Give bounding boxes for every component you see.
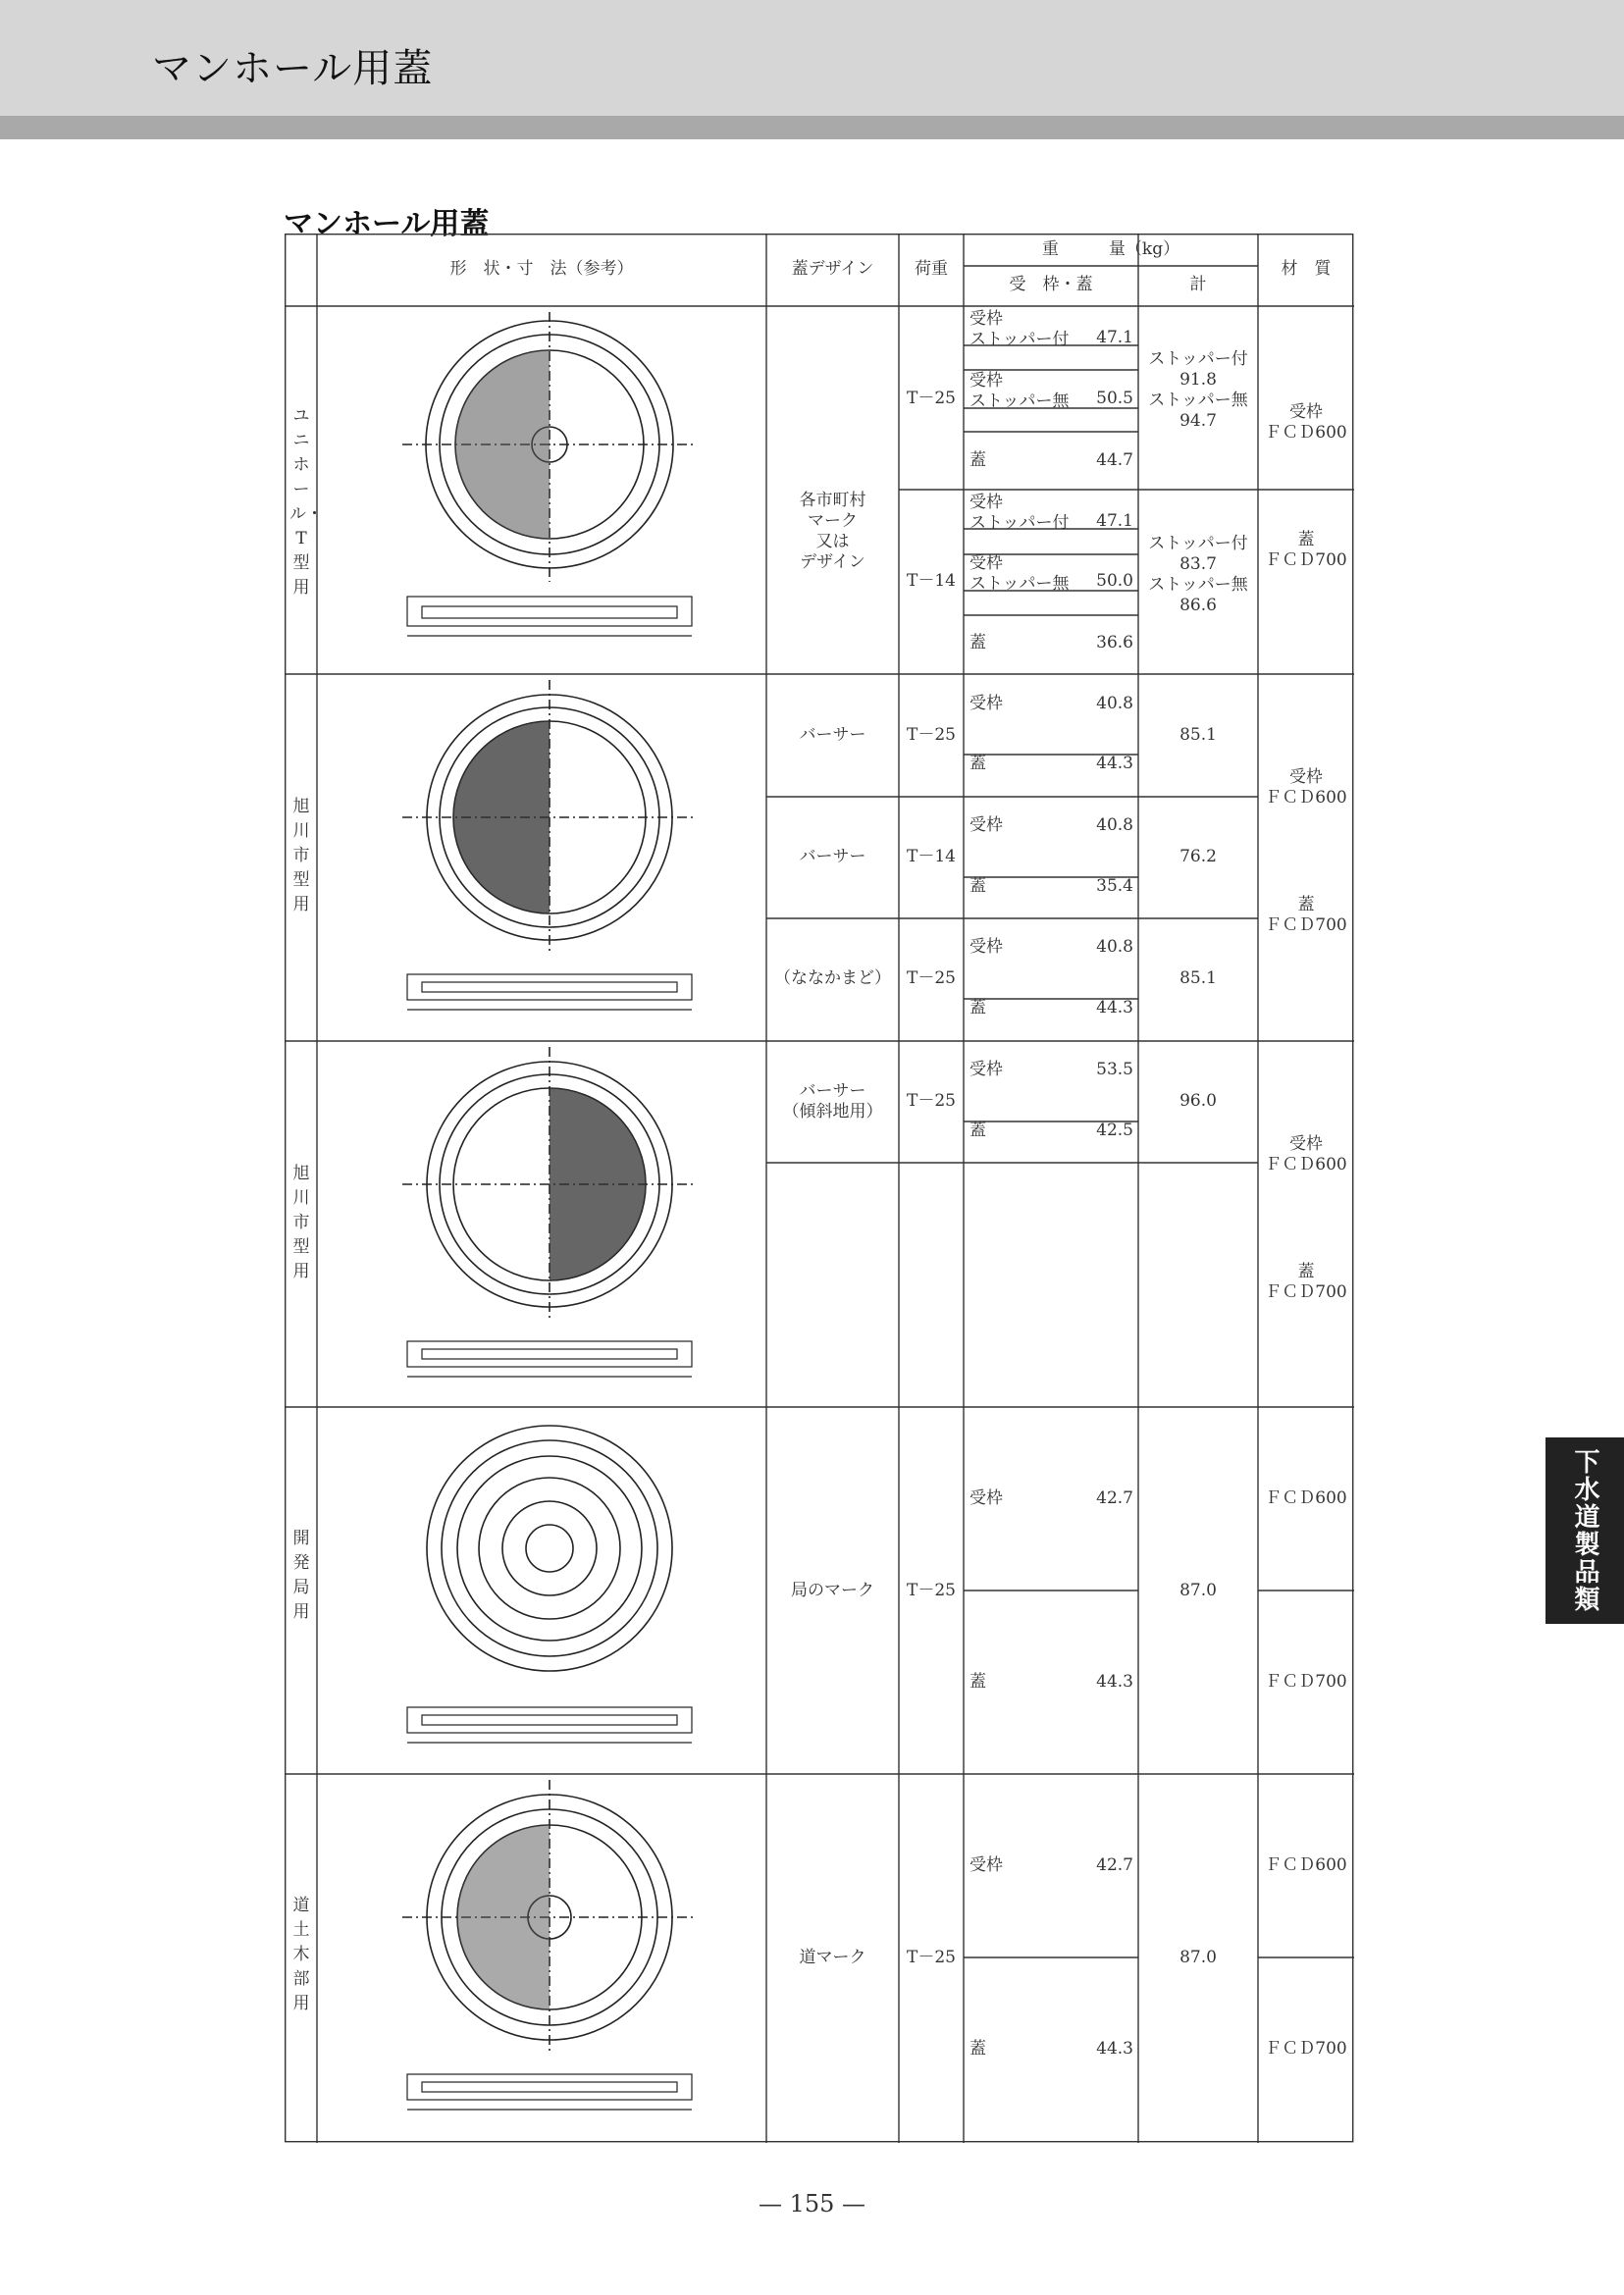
- load-text: T－25: [907, 1581, 956, 1600]
- lid-value: 44.3: [1096, 2039, 1133, 2059]
- frame-label: 受枠: [969, 815, 1003, 835]
- material-lid: 蓋 ＦＣＤ700: [1265, 1262, 1347, 1302]
- total-value: 96.0: [1179, 1091, 1217, 1111]
- design-text: 道マーク: [799, 1948, 866, 1967]
- lid-label: 蓋: [969, 1672, 986, 1692]
- header-total: 計: [1189, 275, 1207, 294]
- header-material: 材 質: [1281, 259, 1332, 279]
- manhole-drawing-development-bureau: [363, 1413, 726, 1771]
- lid-label: 蓋: [969, 633, 986, 652]
- frame-stopper-on-value: 47.1: [1096, 511, 1133, 531]
- frame-value: 53.5: [1096, 1060, 1133, 1079]
- frame-stopper-on-value: 47.1: [1096, 328, 1133, 347]
- frame-value: 40.8: [1096, 815, 1133, 835]
- total-value: ストッパー付 91.8 ストッパー無 94.7: [1148, 349, 1248, 431]
- material-lid: 蓋 ＦＣＤ700: [1265, 895, 1347, 935]
- frame-stopper-off-label: 受枠 ストッパー無: [969, 371, 1070, 411]
- frame-value: 40.8: [1096, 694, 1133, 713]
- group-label: 道土木部用: [292, 1896, 310, 2013]
- load-text: T－25: [907, 725, 956, 745]
- frame-stopper-off-label: 受枠 ストッパー無: [969, 553, 1070, 594]
- lid-value: 35.4: [1096, 876, 1133, 896]
- material-frame: 受枠 ＦＣＤ600: [1265, 1134, 1347, 1174]
- lid-value: 36.6: [1096, 633, 1133, 652]
- material-lid: ＦＣＤ700: [1265, 2039, 1347, 2059]
- frame-label: 受枠: [969, 1855, 1003, 1875]
- group-label: 旭川市型用: [292, 1164, 310, 1281]
- lid-label: 蓋: [969, 450, 986, 470]
- manhole-drawing-asahikawa: [363, 680, 726, 1038]
- header-weight: 重 量（kg）: [1041, 239, 1180, 259]
- lid-label: 蓋: [969, 2039, 986, 2059]
- header-design: 蓋デザイン: [791, 259, 874, 279]
- design-text: バーサー （傾斜地用）: [782, 1081, 883, 1121]
- frame-stopper-off-value: 50.5: [1096, 389, 1133, 408]
- total-value: 85.1: [1179, 968, 1217, 988]
- frame-stopper-on-label: 受枠 ストッパー付: [969, 309, 1070, 349]
- design-text: 局のマーク: [791, 1581, 874, 1600]
- lid-value: 44.3: [1096, 1672, 1133, 1692]
- material-frame: 受枠 ＦＣＤ600: [1265, 402, 1347, 443]
- frame-value: 42.7: [1096, 1855, 1133, 1875]
- header-band: [0, 0, 1624, 116]
- manhole-drawing-unihole: [363, 312, 726, 670]
- frame-label: 受枠: [969, 694, 1003, 713]
- design-text: バーサー: [799, 725, 866, 745]
- product-table: [285, 234, 1354, 2143]
- material-lid: ＦＣＤ700: [1265, 1672, 1347, 1692]
- total-value: 87.0: [1179, 1948, 1217, 1967]
- category-side-tab: 下水道製品類: [1545, 1437, 1624, 1624]
- frame-value: 40.8: [1096, 937, 1133, 957]
- lid-value: 44.7: [1096, 450, 1133, 470]
- header-shape: 形 状・寸 法（参考）: [449, 259, 634, 279]
- design-text: （ななかまど）: [774, 968, 891, 988]
- header-frame-lid: 受 枠・蓋: [1009, 275, 1093, 294]
- group-label: ユニホール・T型用: [289, 406, 323, 598]
- load-text: T－14: [907, 847, 956, 866]
- total-value: ストッパー付 83.7 ストッパー無 86.6: [1148, 534, 1248, 615]
- lid-label: 蓋: [969, 754, 986, 773]
- header-title: マンホール用蓋: [152, 46, 434, 91]
- frame-value: 42.7: [1096, 1488, 1133, 1508]
- load-text: T－14: [907, 571, 956, 591]
- group-label: 旭川市型用: [292, 797, 310, 914]
- lid-label: 蓋: [969, 1121, 986, 1140]
- frame-label: 受枠: [969, 937, 1003, 957]
- material-frame: 受枠 ＦＣＤ600: [1265, 767, 1347, 808]
- material-frame: ＦＣＤ600: [1265, 1855, 1347, 1875]
- lid-value: 42.5: [1096, 1121, 1133, 1140]
- total-value: 87.0: [1179, 1581, 1217, 1600]
- lid-value: 44.3: [1096, 754, 1133, 773]
- design-text: 各市町村 マーク 又は デザイン: [799, 491, 866, 572]
- load-text: T－25: [907, 968, 956, 988]
- frame-label: 受枠: [969, 1060, 1003, 1079]
- section-title: マンホール用蓋: [284, 207, 490, 241]
- header-divider: [0, 116, 1624, 139]
- frame-label: 受枠: [969, 1488, 1003, 1508]
- frame-stopper-off-value: 50.0: [1096, 571, 1133, 591]
- group-label: 開発局用: [292, 1529, 310, 1622]
- total-value: 76.2: [1179, 847, 1217, 866]
- load-text: T－25: [907, 389, 956, 408]
- total-value: 85.1: [1179, 725, 1217, 745]
- header-load: 荷重: [915, 259, 948, 279]
- load-text: T－25: [907, 1948, 956, 1967]
- load-text: T－25: [907, 1091, 956, 1111]
- lid-label: 蓋: [969, 876, 986, 896]
- manhole-drawing-asahikawa-slope: [363, 1047, 726, 1405]
- material-lid: 蓋 ＦＣＤ700: [1265, 530, 1347, 570]
- page-number: — 155 —: [758, 2190, 866, 2217]
- lid-label: 蓋: [969, 998, 986, 1017]
- frame-stopper-on-label: 受枠 ストッパー付: [969, 493, 1070, 533]
- material-frame: ＦＣＤ600: [1265, 1488, 1347, 1508]
- manhole-drawing-road-dept: [363, 1780, 726, 2138]
- design-text: バーサー: [799, 847, 866, 866]
- lid-value: 44.3: [1096, 998, 1133, 1017]
